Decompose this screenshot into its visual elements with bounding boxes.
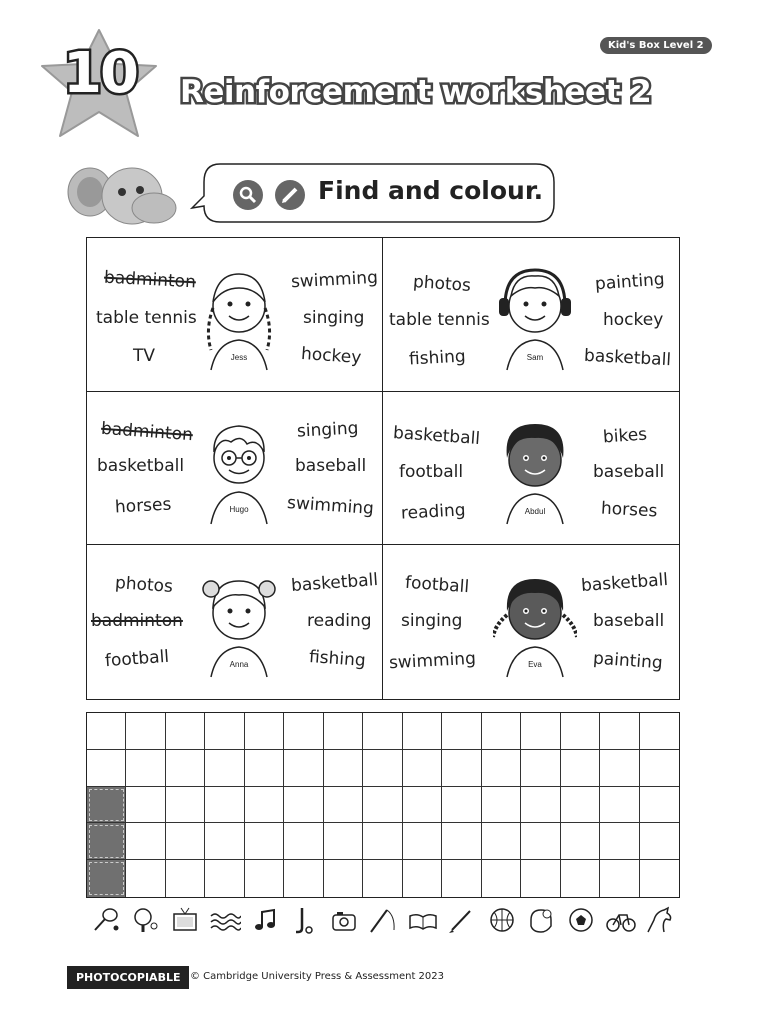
sam-portrait-icon xyxy=(493,260,577,372)
activity-word: baseball xyxy=(295,455,367,476)
activity-word: badminton xyxy=(100,418,194,445)
person-cell-eva xyxy=(383,545,679,699)
horses-icon xyxy=(640,903,680,937)
grid-cell[interactable] xyxy=(403,750,442,787)
svg-text:Jess: Jess xyxy=(230,353,248,362)
fishing-icon xyxy=(363,903,403,937)
grid-cell[interactable] xyxy=(284,823,323,860)
grid-cell[interactable] xyxy=(442,860,481,897)
person-cell-anna xyxy=(87,545,383,699)
activity-word: bikes xyxy=(602,424,648,448)
activity-word: baseball xyxy=(593,611,665,632)
grid-cell[interactable] xyxy=(521,823,560,860)
svg-text:Eva: Eva xyxy=(528,660,542,670)
grid-cell[interactable] xyxy=(561,787,600,824)
svg-text:Sam: Sam xyxy=(526,353,544,362)
colour-grid xyxy=(86,712,680,898)
activity-word: basketball xyxy=(583,345,672,371)
grid-cell[interactable] xyxy=(205,860,244,897)
grid-cell[interactable] xyxy=(561,860,600,897)
table-tennis-icon xyxy=(126,903,166,937)
activity-word: horses xyxy=(600,498,658,522)
person-cell-abdul xyxy=(383,392,679,546)
grid-cell[interactable] xyxy=(363,750,402,787)
grid-cell[interactable] xyxy=(205,823,244,860)
painting-icon xyxy=(442,903,482,937)
grid-cell[interactable] xyxy=(166,713,205,750)
grid-cell[interactable] xyxy=(324,787,363,824)
svg-text:Hugo: Hugo xyxy=(229,504,249,514)
grid-cell[interactable] xyxy=(166,823,205,860)
grid-cell[interactable] xyxy=(245,713,284,750)
activity-word: horses xyxy=(114,494,172,518)
grid-cell[interactable] xyxy=(324,860,363,897)
abdul-portrait-icon xyxy=(493,414,577,526)
activity-word: basketball xyxy=(97,455,185,476)
grid-cell[interactable] xyxy=(403,823,442,860)
grid-cell[interactable] xyxy=(482,713,521,750)
photos-icon xyxy=(324,903,364,937)
svg-text:Abdul: Abdul xyxy=(524,506,546,516)
grid-cell[interactable] xyxy=(403,787,442,824)
bikes-icon xyxy=(601,903,641,937)
baseball-icon xyxy=(522,903,562,937)
activity-word: swimming xyxy=(388,649,477,674)
unit-number: 10 xyxy=(63,41,137,106)
activity-word: fishing xyxy=(408,346,467,370)
activity-word: photos xyxy=(114,573,174,598)
grid-cell[interactable] xyxy=(521,750,560,787)
activity-word: hockey xyxy=(603,310,664,330)
grid-cell[interactable] xyxy=(245,750,284,787)
grid-cell[interactable] xyxy=(600,713,639,750)
grid-cell[interactable] xyxy=(87,750,126,787)
activity-word: swimming xyxy=(286,492,375,519)
grid-cell[interactable] xyxy=(521,787,560,824)
grid-cell[interactable] xyxy=(363,787,402,824)
activity-word: singing xyxy=(401,611,463,632)
grid-cell[interactable] xyxy=(324,823,363,860)
grid-cell[interactable] xyxy=(126,750,165,787)
hugo-portrait-icon xyxy=(197,414,281,526)
grid-cell[interactable] xyxy=(640,860,679,897)
activity-word: football xyxy=(104,647,170,672)
grid-cell[interactable] xyxy=(482,823,521,860)
activity-word: painting xyxy=(594,269,666,295)
grid-cell[interactable] xyxy=(482,787,521,824)
grid-cell[interactable] xyxy=(403,713,442,750)
football-icon xyxy=(561,903,601,937)
worksheet-title: Reinforcement worksheet 2 xyxy=(180,74,652,110)
person-cell-hugo xyxy=(87,392,383,546)
grid-cell[interactable] xyxy=(245,860,284,897)
grid-cell[interactable] xyxy=(284,713,323,750)
activity-word: table tennis xyxy=(96,308,197,328)
grid-cell[interactable] xyxy=(363,823,402,860)
copyright-text: © Cambridge University Press & Assessment 2023 xyxy=(190,971,445,982)
activity-word: badminton xyxy=(91,611,183,632)
grid-cell[interactable] xyxy=(561,750,600,787)
grid-cell[interactable] xyxy=(126,713,165,750)
grid-cell[interactable] xyxy=(324,713,363,750)
grid-cell[interactable] xyxy=(166,787,205,824)
grid-cell[interactable] xyxy=(126,823,165,860)
activity-word: basketball xyxy=(580,570,669,597)
tv-icon xyxy=(165,903,205,937)
grid-cell[interactable] xyxy=(284,787,323,824)
activity-word: TV xyxy=(133,346,156,366)
people-grid xyxy=(86,237,680,700)
grid-cell[interactable] xyxy=(166,750,205,787)
grid-cell[interactable] xyxy=(640,750,679,787)
activity-word: singing xyxy=(303,308,365,328)
activity-word: singing xyxy=(296,418,359,442)
grid-cell[interactable] xyxy=(166,860,205,897)
activity-word: reading xyxy=(400,499,467,524)
grid-cell[interactable] xyxy=(640,713,679,750)
grid-cell[interactable] xyxy=(442,713,481,750)
elephant-mascot-icon xyxy=(66,162,182,234)
grid-cell[interactable] xyxy=(561,713,600,750)
grid-cell[interactable] xyxy=(363,713,402,750)
basketball-icon xyxy=(482,903,522,937)
activity-word: photos xyxy=(412,272,472,296)
svg-text:Anna: Anna xyxy=(229,660,249,670)
swimming-icon xyxy=(205,903,245,937)
grid-cell[interactable] xyxy=(284,860,323,897)
activity-word: table tennis xyxy=(389,310,490,330)
grid-cell[interactable] xyxy=(482,860,521,897)
grid-cell[interactable] xyxy=(87,860,126,897)
activity-word: fishing xyxy=(308,647,367,672)
jess-portrait-icon xyxy=(197,260,281,372)
badminton-icon xyxy=(86,903,126,937)
activity-word: reading xyxy=(307,611,372,632)
activity-word: baseball xyxy=(593,461,665,482)
magnifier-icon xyxy=(233,180,263,210)
grid-cell[interactable] xyxy=(442,750,481,787)
activity-word: painting xyxy=(592,648,664,674)
level-badge: Kid's Box Level 2 xyxy=(600,37,712,54)
grid-cell[interactable] xyxy=(521,713,560,750)
instruction-text: Find and colour. xyxy=(318,176,544,205)
grid-cell[interactable] xyxy=(403,860,442,897)
grid-cell[interactable] xyxy=(482,750,521,787)
grid-cell[interactable] xyxy=(324,750,363,787)
photocopiable-label: PHOTOCOPIABLE xyxy=(67,966,189,989)
activity-word: football xyxy=(399,461,464,482)
hockey-icon xyxy=(284,903,324,937)
activity-word: basketball xyxy=(392,422,481,449)
grid-cell[interactable] xyxy=(600,750,639,787)
grid-cell[interactable] xyxy=(600,823,639,860)
activity-word: basketball xyxy=(290,570,379,597)
grid-cell[interactable] xyxy=(245,787,284,824)
grid-cell[interactable] xyxy=(87,823,126,860)
grid-cell[interactable] xyxy=(126,787,165,824)
person-cell-sam xyxy=(383,238,679,392)
singing-icon xyxy=(244,903,284,937)
grid-cell[interactable] xyxy=(363,860,402,897)
grid-cell[interactable] xyxy=(442,823,481,860)
grid-cell[interactable] xyxy=(521,860,560,897)
anna-portrait-icon xyxy=(197,567,281,679)
activity-word: hockey xyxy=(300,343,362,369)
eva-portrait-icon xyxy=(493,567,577,679)
grid-cell[interactable] xyxy=(205,787,244,824)
grid-cell[interactable] xyxy=(640,823,679,860)
grid-cell[interactable] xyxy=(87,787,126,824)
grid-cell[interactable] xyxy=(640,787,679,824)
grid-cell[interactable] xyxy=(245,823,284,860)
grid-cell[interactable] xyxy=(600,860,639,897)
pencil-icon xyxy=(275,180,305,210)
reading-icon xyxy=(403,903,443,937)
grid-cell[interactable] xyxy=(87,713,126,750)
activity-word: badminton xyxy=(103,267,197,293)
activity-word: football xyxy=(404,573,470,598)
person-cell-jess xyxy=(87,238,383,392)
activity-word: swimming xyxy=(290,267,379,293)
grid-cell[interactable] xyxy=(442,787,481,824)
grid-cell[interactable] xyxy=(561,823,600,860)
grid-cell[interactable] xyxy=(205,713,244,750)
activity-icon-row xyxy=(86,903,680,937)
grid-cell[interactable] xyxy=(205,750,244,787)
grid-cell[interactable] xyxy=(600,787,639,824)
grid-cell[interactable] xyxy=(126,860,165,897)
grid-cell[interactable] xyxy=(284,750,323,787)
